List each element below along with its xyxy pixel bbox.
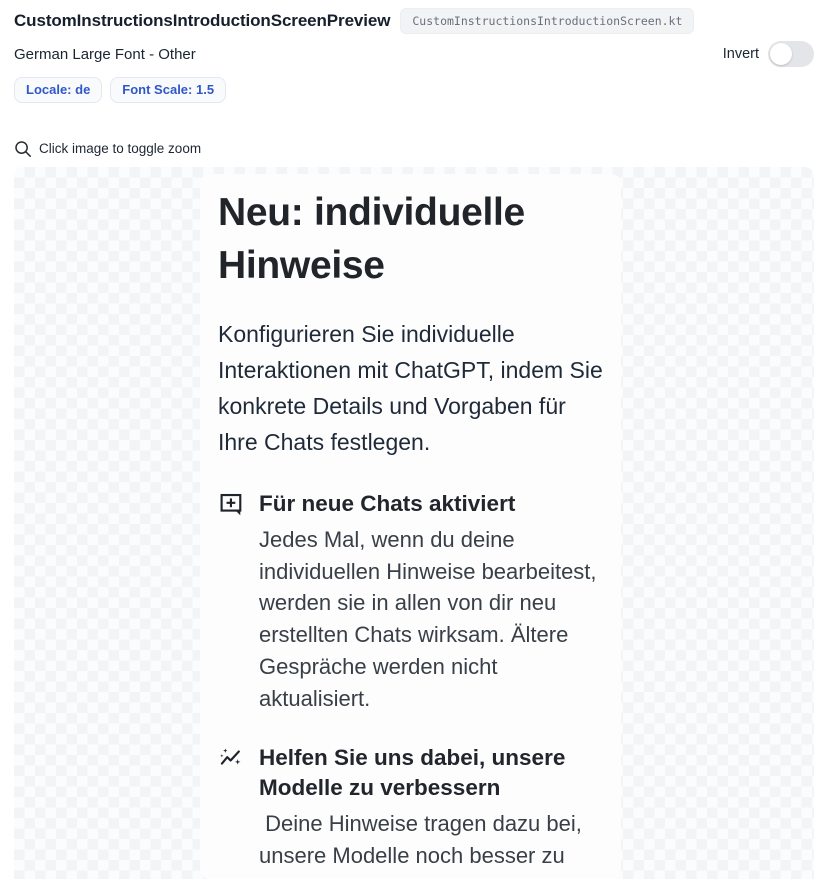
title-row (14, 8, 814, 34)
feature-text: Deine Hinweise tragen dazu bei, unsere Modelle noch besser zu (259, 810, 588, 868)
feature-body (259, 489, 603, 715)
invert-control (723, 41, 814, 67)
message-square-plus-icon (218, 489, 246, 715)
invert-toggle[interactable] (768, 41, 814, 67)
screen-title: Neu: individuelle Hinweise (218, 190, 525, 288)
feature-body (259, 743, 603, 872)
invert-label: Invert (722, 46, 759, 62)
invert-toggle-knob (770, 43, 792, 65)
zoom-hint-label: Click image to toggle zoom (39, 141, 202, 157)
zoom-hint (14, 140, 814, 158)
test-variant-subtitle: German Large Font - Other (14, 45, 196, 63)
feature-heading: Für neue Chats aktiviert (259, 490, 516, 516)
font-scale-badge: Font Scale: 1.5 (110, 77, 226, 103)
subtitle-row (14, 41, 814, 67)
sparkles-icon (218, 743, 246, 872)
screen-intro: Konfigurieren Sie individuelle Interaktionen mit ChatGPT, indem Sie konkrete Details und Vorgaben für Ihre Chats festlegen. (218, 321, 603, 455)
header (0, 0, 828, 103)
preview-image[interactable] (14, 167, 814, 879)
locale-badge: Locale: de (14, 77, 102, 103)
feature-text: Jedes Mal, wenn du deine individuellen Hinweise bearbeitest, werden sie in allen von dir neu erstellten Chats wirksam. Ältere Gespräche werden nicht aktualisiert. (259, 526, 603, 712)
feature-item-new-chats (218, 489, 603, 715)
feature-heading: Helfen Sie uns dabei, unsere Modelle zu verbessern (259, 744, 566, 800)
page-title: CustomInstructionsIntroductionScreenPreview (14, 11, 391, 30)
badge-row (14, 77, 814, 103)
device-screen (200, 174, 621, 879)
source-file-chip: CustomInstructionsIntroductionScreen.kt (400, 8, 694, 34)
feature-item-improve-models (218, 743, 603, 872)
magnifier-icon (14, 140, 32, 158)
